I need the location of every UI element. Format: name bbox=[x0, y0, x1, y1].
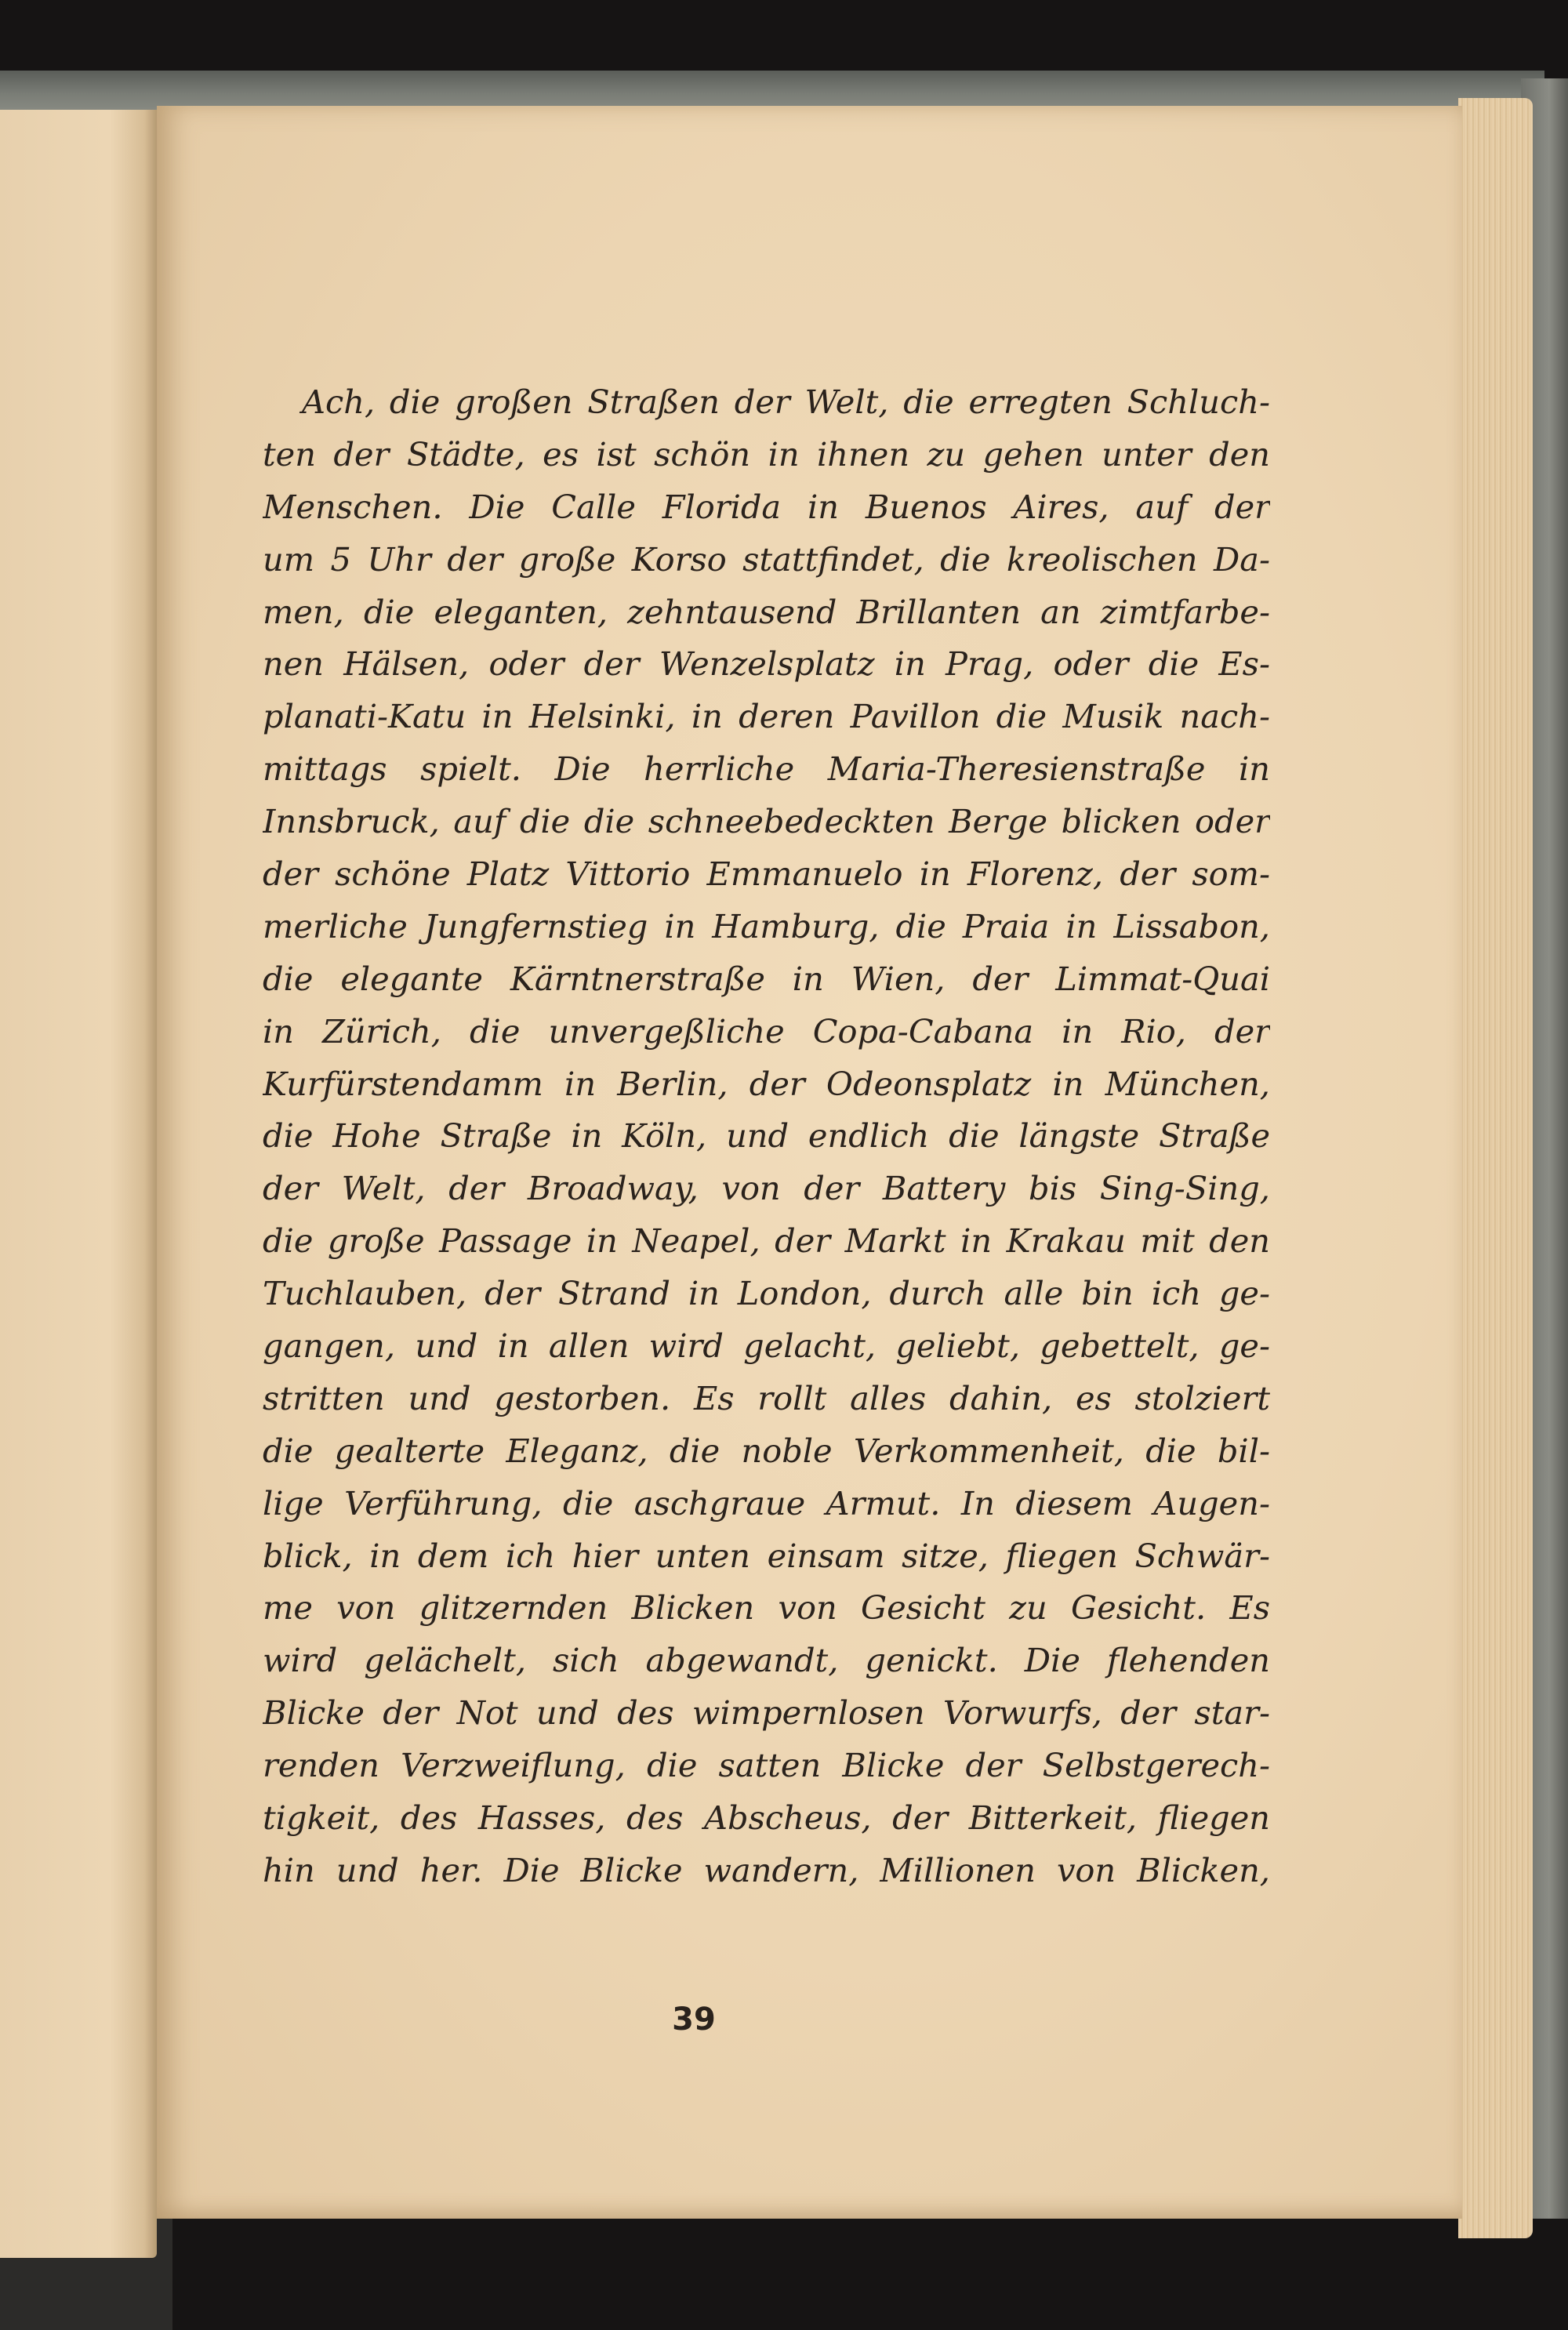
text-line: Innsbruck, auf die die schneebedeckten Berge blicken oder bbox=[263, 802, 1270, 841]
text-line: Menschen. Die Calle Florida in Buenos Aires, auf der bbox=[263, 487, 1270, 526]
text-line: die gealterte Eleganz, die noble Verkommenheit, die bil- bbox=[263, 1431, 1270, 1470]
text-line: renden Verzweiflung, die satten Blicke der Selbstgerech- bbox=[263, 1746, 1270, 1785]
page-number: 39 bbox=[672, 2002, 716, 2038]
text-line: Blicke der Not und des wimpernlosen Vorwurfs, der star- bbox=[263, 1693, 1270, 1733]
text-line: merliche Jungfernstieg in Hamburg, die Praia in Lissabon, bbox=[263, 906, 1270, 945]
text-line: nen Hälsen, oder der Wenzelsplatz in Prag, oder die Es- bbox=[263, 644, 1270, 684]
text-line: me von glitzernden Blicken von Gesicht zu Gesicht. Es bbox=[263, 1588, 1270, 1628]
text-line: der Welt, der Broadway, von der Battery bis Sing-Sing, bbox=[263, 1169, 1270, 1208]
text-line: ten der Städte, es ist schön in ihnen zu gehen unter den bbox=[263, 434, 1270, 474]
text-line: die elegante Kärntnerstraße in Wien, der Limmat-Quai bbox=[263, 959, 1270, 998]
text-line: planati-Katu in Helsinki, in deren Pavillon die Musik nach- bbox=[263, 697, 1270, 736]
page-stack-edge bbox=[1458, 98, 1533, 2238]
text-line: men, die eleganten, zehntausend Brillanten an zimtfarbe- bbox=[263, 592, 1270, 631]
facing-page-edge bbox=[0, 110, 157, 2258]
text-line: lige Verführung, die aschgraue Armut. In diesem Augen- bbox=[263, 1483, 1270, 1522]
text-line: Ach, die großen Straßen der Welt, die erregten Schluch- bbox=[302, 383, 1270, 421]
text-line: gangen, und in allen wird gelacht, geliebt, gebettelt, ge- bbox=[263, 1327, 1270, 1366]
text-line: blick, in dem ich hier unten einsam sitze, fliegen Schwär- bbox=[263, 1536, 1270, 1575]
text-line: Kurfürstendamm in Berlin, der Odeonsplatz in München, bbox=[263, 1064, 1270, 1103]
text-line: Tuchlauben, der Strand in London, durch alle bin ich ge- bbox=[263, 1274, 1270, 1313]
book-page bbox=[157, 106, 1462, 2219]
text-line: stritten und gestorben. Es rollt alles dahin, es stolziert bbox=[263, 1378, 1270, 1417]
text-line: hin und her. Die Blicke wandern, Millionen von Blicken, bbox=[263, 1850, 1270, 1889]
text-line: die große Passage in Neapel, der Markt in Krakau mit den bbox=[263, 1221, 1270, 1261]
text-line: mittags spielt. Die herrliche Maria-Theresienstraße in bbox=[263, 749, 1270, 789]
text-line: die Hohe Straße in Köln, und endlich die längste Straße bbox=[263, 1116, 1270, 1156]
text-line: wird gelächelt, sich abgewandt, genickt. Die flehenden bbox=[263, 1641, 1270, 1680]
text-line: tigkeit, des Hasses, des Abscheus, der Bitterkeit, fliegen bbox=[263, 1798, 1270, 1838]
text-line: um 5 Uhr der große Korso stattfindet, die kreolischen Da- bbox=[263, 539, 1270, 579]
text-line: der schöne Platz Vittorio Emmanuelo in Florenz, der som- bbox=[263, 855, 1270, 894]
text-line: in Zürich, die unvergeßliche Copa-Cabana in Rio, der bbox=[263, 1011, 1270, 1051]
body-paragraph bbox=[263, 376, 1270, 1897]
